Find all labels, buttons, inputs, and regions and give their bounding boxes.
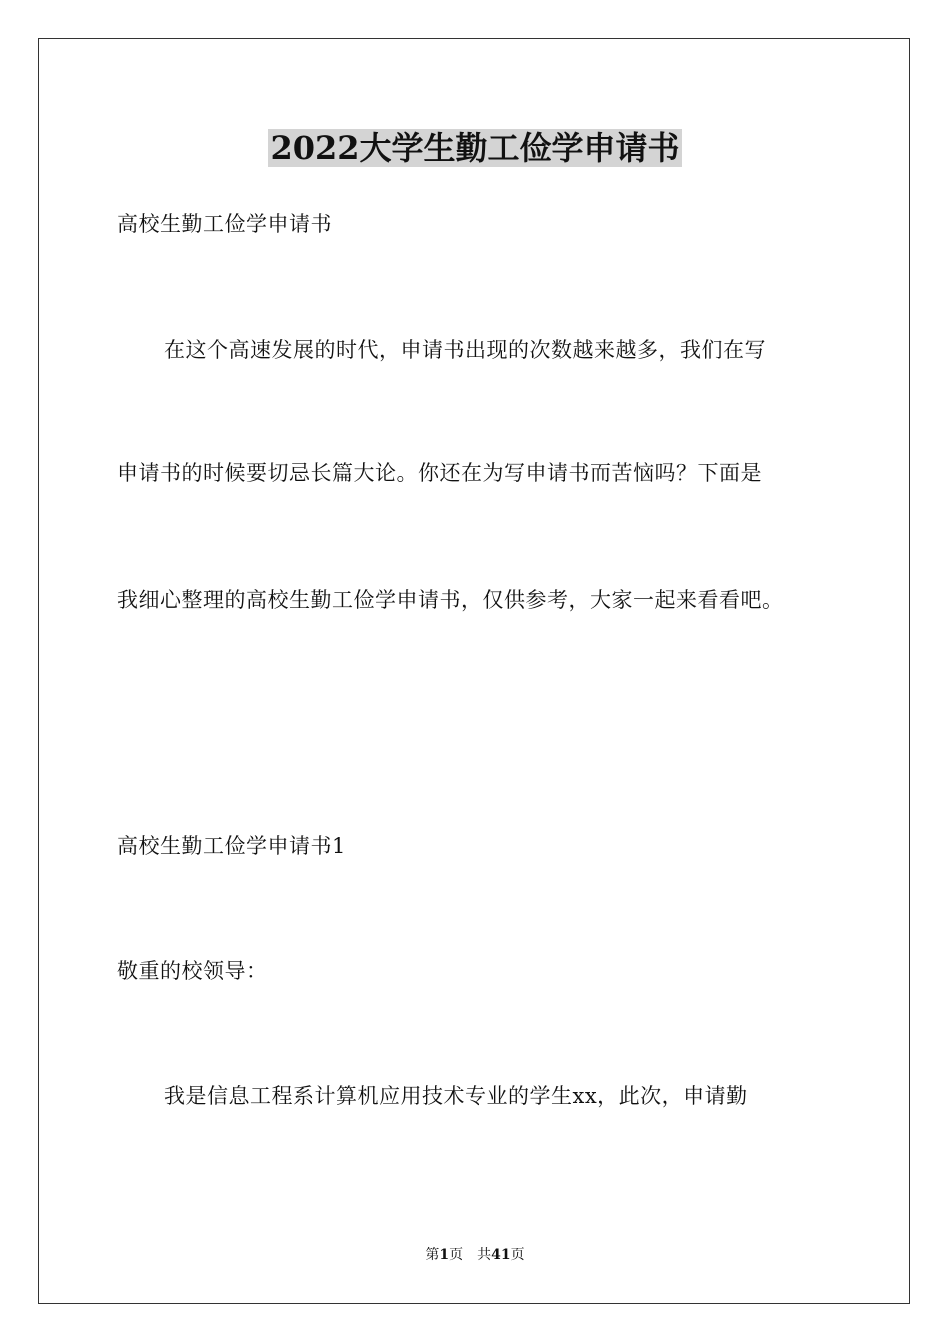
paragraph-line: 申请书的时候要切忌长篇大论。你还在为写申请书而苦恼吗？下面是 [117,461,762,485]
total-suffix: 页 [510,1247,525,1263]
section-heading: 高校生勤工俭学申请书1 [117,834,346,858]
paragraph-line: 我是信息工程系计算机应用技术专业的学生xx，此次，申请勤 [164,1084,748,1108]
salutation: 敬重的校领导： [117,959,268,983]
paragraph-heading: 高校生勤工俭学申请书 [117,212,332,236]
paragraph-line: 在这个高速发展的时代，申请书出现的次数越来越多，我们在写 [164,338,766,362]
document-title-text: 2022大学生勤工俭学申请书 [270,129,680,167]
total-prefix: 共 [477,1247,492,1263]
page-number: 1 [439,1247,450,1263]
page-suffix: 页 [449,1247,464,1263]
page-prefix: 第 [425,1247,440,1263]
page-footer [0,1246,950,1264]
document-title [0,128,950,168]
total-pages: 41 [491,1247,511,1263]
paragraph-line: 我细心整理的高校生勤工俭学申请书，仅供参考，大家一起来看看吧。 [117,588,784,612]
